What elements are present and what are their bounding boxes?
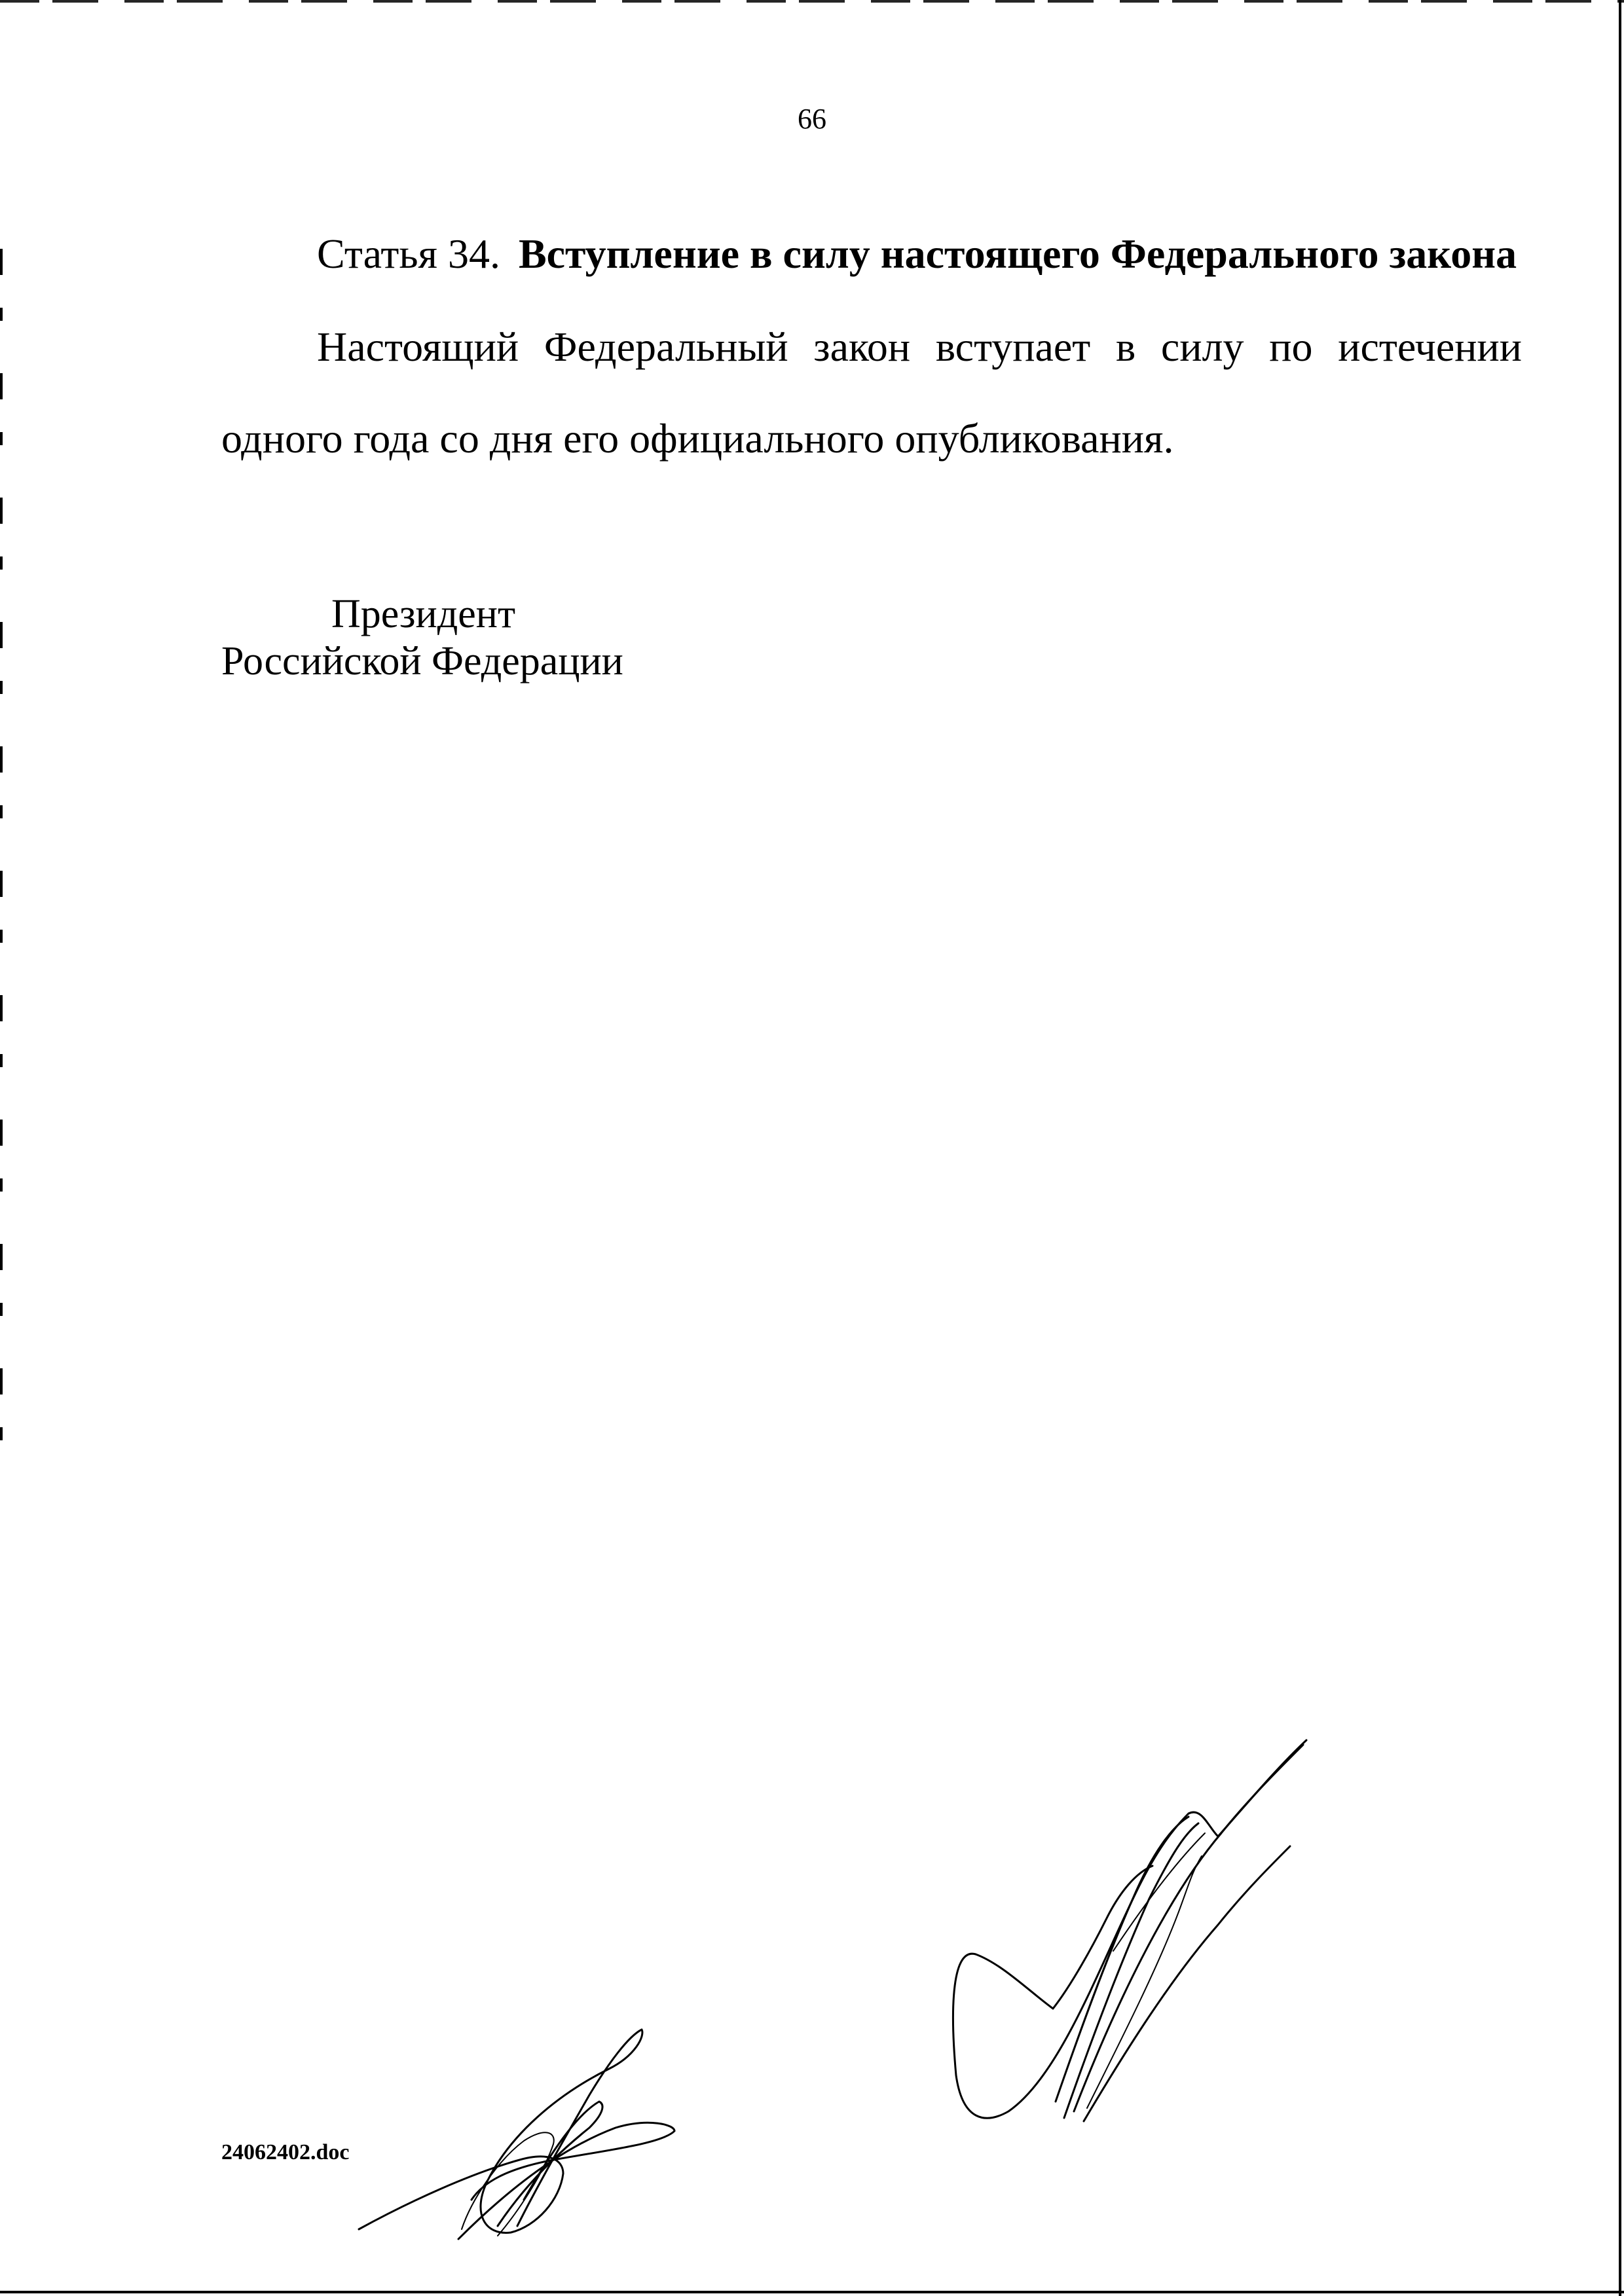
signatory-title-line-2: Российской Федерации [221,639,623,683]
article-title: Вступление в силу настоящего Федерального закона [518,230,1517,277]
secondary-signature [359,2030,674,2239]
article-number: Статья 34. [317,230,500,277]
page-number: 66 [798,103,826,135]
signatory-title-line-1: Президент [331,592,516,636]
article-body-line-2: одного года со дня его официального опубликования. [221,415,1174,462]
article-body-line-1: Настоящий Федеральный закон вступает в силу по истечении [317,323,1522,370]
president-signature [953,1740,1306,2121]
document-file-id: 24062402.doc [221,2140,350,2164]
